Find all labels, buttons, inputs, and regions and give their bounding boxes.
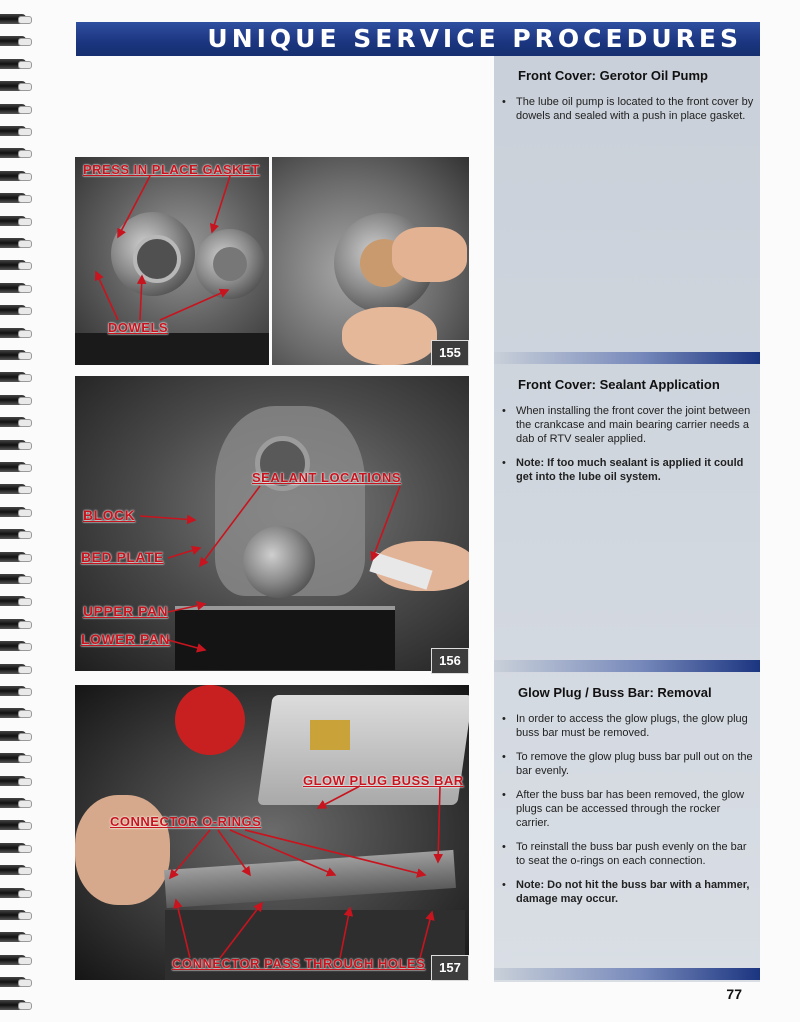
binding-ring [0,596,26,606]
binding-ring [0,81,26,91]
page-title: UNIQUE SERVICE PROCEDURES [207,24,742,53]
figure-number: 157 [431,955,469,981]
binding-ring [0,283,26,293]
section-gerotor-oil-pump [500,68,762,133]
binding-ring [0,193,26,203]
callout-connector-o-rings: CONNECTOR O-RINGS [110,814,262,829]
section-divider [494,968,760,980]
bullet-item-note: • Note: Do not hit the buss bar with a hammer, damage may occur. [502,879,750,905]
binding-ring [0,977,26,987]
binding-ring [0,776,26,786]
binding-ring [0,798,26,808]
binding-ring [0,417,26,427]
figure-number: 155 [431,340,469,366]
binding-ring [0,686,26,696]
binding-ring [0,843,26,853]
binding-ring [0,507,26,517]
bullet-item: • To reinstall the buss bar push evenly on the bar to seat the o-rings on each connection. [502,841,747,867]
spiral-binding [0,0,40,1022]
bullet-item: • When installing the front cover the joint between the crankcase and main bearing carrier needs a dab of RTV sealer applied. [502,405,751,445]
callout-upper-pan: UPPER PAN [83,603,169,619]
section-glow-plug-buss-bar [500,685,762,916]
binding-ring [0,910,26,920]
callout-glow-plug-buss-bar: GLOW PLUG BUSS BAR [303,773,464,788]
callout-block: BLOCK [83,507,136,523]
callout-bed-plate: BED PLATE [81,549,164,565]
binding-ring [0,59,26,69]
section-divider [494,660,760,672]
binding-ring [0,260,26,270]
section-sealant-application [500,377,762,494]
binding-ring [0,126,26,136]
bullet-item-note: • Note: If too much sealant is applied it could get into the lube oil system. [502,457,744,483]
binding-ring [0,462,26,472]
binding-ring [0,328,26,338]
binding-ring [0,731,26,741]
figure-number: 156 [431,648,469,674]
callout-connector-pass-through-holes: CONNECTOR PASS THROUGH HOLES [172,956,426,971]
callout-sealant-locations: SEALANT LOCATIONS [252,470,402,485]
binding-ring [0,664,26,674]
binding-ring [0,619,26,629]
figure-155-left-photo [75,157,269,365]
binding-ring [0,955,26,965]
bullet-item: • The lube oil pump is located to the front cover by dowels and sealed with a push in place gasket. [502,96,754,122]
binding-ring [0,305,26,315]
callout-dowels: DOWELS [108,320,169,335]
bullet-item: • To remove the glow plug buss bar pull out on the bar evenly. [502,751,753,777]
binding-ring [0,350,26,360]
binding-ring [0,1000,26,1010]
callout-lower-pan: LOWER PAN [81,631,171,647]
section-title: Glow Plug / Buss Bar: Removal [518,685,712,700]
binding-ring [0,395,26,405]
binding-ring [0,753,26,763]
section-title: Front Cover: Gerotor Oil Pump [518,68,708,83]
binding-ring [0,440,26,450]
page-header [76,22,760,56]
binding-ring [0,484,26,494]
bullet-item: • In order to access the glow plugs, the glow plug buss bar must be removed. [502,713,748,739]
binding-ring [0,708,26,718]
binding-ring [0,238,26,248]
binding-ring [0,865,26,875]
binding-ring [0,36,26,46]
binding-ring [0,171,26,181]
binding-ring [0,552,26,562]
figure-156-photo [75,376,469,671]
binding-ring [0,574,26,584]
binding-ring [0,148,26,158]
page-number: 77 [726,986,742,1002]
binding-ring [0,820,26,830]
binding-ring [0,932,26,942]
binding-ring [0,641,26,651]
section-title: Front Cover: Sealant Application [518,377,720,392]
binding-ring [0,216,26,226]
binding-ring [0,372,26,382]
bullet-item: • After the buss bar has been removed, the glow plugs can be accessed through the rocker carrier. [502,789,745,829]
binding-ring [0,14,26,24]
callout-press-in-place-gasket: PRESS IN PLACE GASKET [83,162,260,177]
binding-ring [0,104,26,114]
figure-155-right-photo [272,157,469,365]
figure-157-photo [75,685,469,980]
binding-ring [0,888,26,898]
binding-ring [0,529,26,539]
section-divider [494,352,760,364]
